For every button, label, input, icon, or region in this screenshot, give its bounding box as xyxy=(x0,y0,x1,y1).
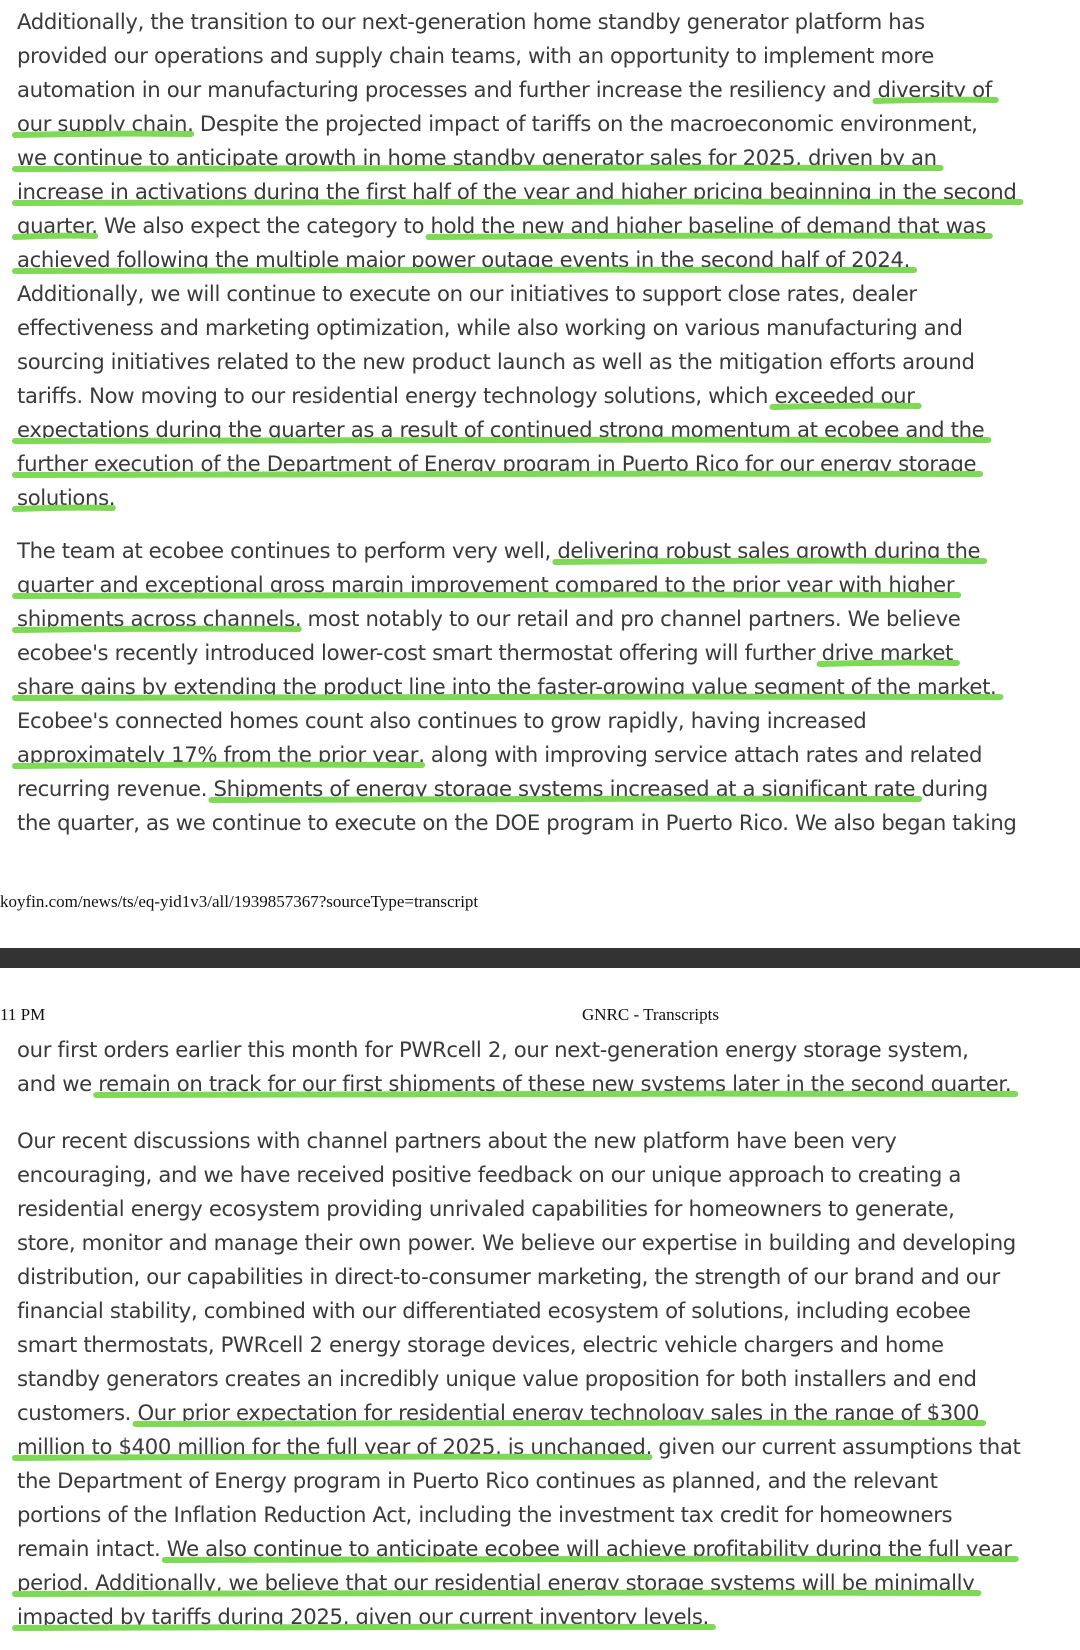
text-line xyxy=(17,447,1067,481)
text-run: Our recent discussions with channel partners about the new platform have been very xyxy=(17,1128,897,1153)
page-header-title: GNRC - Transcripts xyxy=(582,1005,719,1024)
text-run: remain intact. xyxy=(17,1536,167,1561)
highlighted-text: diversity of xyxy=(877,77,992,102)
text-run: Additionally, we will continue to execute on our initiatives to support close rates, dealer xyxy=(17,281,917,306)
text-line xyxy=(17,1124,1067,1158)
text-run: encouraging, and we have received positive feedback on our unique approach to creating a xyxy=(17,1162,961,1187)
text-run: standby generators creates an incredibly unique value proposition for both installers and end xyxy=(17,1366,977,1391)
highlighted-text: achieved following the multiple major power outage events in the second half of 2024. xyxy=(17,247,911,272)
highlighted-text: we continue to anticipate growth in home standby generator sales for 2025, driven by an xyxy=(17,145,937,170)
text-line xyxy=(17,311,1067,345)
highlighted-text: drive market xyxy=(821,640,953,665)
highlighted-text: expectations during the quarter as a result of continued strong momentum at ecobee and the xyxy=(17,417,985,442)
text-run: provided our operations and supply chain teams, with an opportunity to implement more xyxy=(17,43,934,68)
text-run: the quarter, as we continue to execute on the DOE program in Puerto Rico. We also began taking xyxy=(17,810,1017,835)
text-line xyxy=(17,141,1067,175)
highlighted-text: increase in activations during the first half of the year and higher pricing beginning in the second xyxy=(17,179,1017,204)
text-run: Additionally, the transition to our next-generation home standby generator platform has xyxy=(17,9,925,34)
page-header-time: 11 PM xyxy=(0,1005,46,1024)
text-run: , along with improving service attach rates and related xyxy=(418,742,983,767)
text-line xyxy=(17,1498,1067,1532)
text-run: during xyxy=(915,776,988,801)
text-run: Ecobee's connected homes count also continues to grow rapidly, having increased xyxy=(17,708,867,733)
text-run: . Despite the projected impact of tariffs on the macroeconomic environment, xyxy=(187,111,978,136)
text-line xyxy=(17,704,1067,738)
text-line xyxy=(17,568,1067,602)
highlighted-text: Shipments of energy storage systems increased at a significant rate xyxy=(213,776,916,801)
text-run: tariffs. Now moving to our residential energy technology solutions, which xyxy=(17,383,775,408)
text-run: our first orders earlier this month for PWRcell 2, our next-generation energy storage system, xyxy=(17,1037,969,1062)
highlighted-text: share gains by extending the product line into the faster-growing value segment of the market. xyxy=(17,674,997,699)
highlighted-text: We also continue to anticipate ecobee will achieve profitability during the full year xyxy=(166,1536,1012,1561)
text-run: distribution, our capabilities in direct-to-consumer marketing, the strength of our brand and our xyxy=(17,1264,1000,1289)
text-run: and we xyxy=(17,1071,99,1096)
text-line xyxy=(17,5,1067,39)
text-line xyxy=(17,1192,1067,1226)
highlighted-text: approximately 17% from the prior year xyxy=(17,742,419,767)
text-run: The team at ecobee continues to perform very well, xyxy=(17,538,558,563)
text-line xyxy=(17,806,1067,840)
text-line xyxy=(17,772,1067,806)
text-line xyxy=(17,1532,1067,1566)
text-line xyxy=(17,243,1067,277)
paragraph xyxy=(17,534,1067,840)
page-footer-url: koyfin.com/news/ts/eq-yid1v3/all/1939857367?sourceType=transcript xyxy=(0,892,479,911)
text-run: , most notably to our retail and pro channel partners. We believe xyxy=(294,606,961,631)
highlighted-text: further execution of the Department of Energy program in Puerto Rico for our energy storage xyxy=(17,451,977,476)
highlighted-text: shipments across channels xyxy=(17,606,295,631)
text-run: customers. xyxy=(17,1400,138,1425)
paragraph xyxy=(17,5,1067,515)
text-run: residential energy ecosystem providing unrivaled capabilities for homeowners to generate, xyxy=(17,1196,955,1221)
text-run: smart thermostats, PWRcell 2 energy storage devices, electric vehicle chargers and home xyxy=(17,1332,944,1357)
text-line xyxy=(17,345,1067,379)
text-line xyxy=(17,602,1067,636)
text-line xyxy=(17,175,1067,209)
text-line xyxy=(17,1294,1067,1328)
text-line xyxy=(17,1396,1067,1430)
text-line xyxy=(17,209,1067,243)
text-line xyxy=(17,413,1067,447)
text-line xyxy=(17,1600,1067,1634)
text-line xyxy=(17,277,1067,311)
text-line xyxy=(17,1328,1067,1362)
paragraph xyxy=(17,1124,1067,1634)
text-run: . xyxy=(108,485,116,510)
text-run: , given our current assumptions that xyxy=(645,1434,1021,1459)
text-line xyxy=(17,1464,1067,1498)
text-run: effectiveness and marketing optimization, while also working on various manufacturing and xyxy=(17,315,963,340)
text-run: automation in our manufacturing processes and further increase the resiliency and xyxy=(17,77,878,102)
highlighted-text: period. Additionally, we believe that our residential energy storage systems will be minimally xyxy=(17,1570,975,1595)
highlighted-text: million to $400 million for the full year of 2025, is unchanged xyxy=(17,1434,646,1459)
text-line xyxy=(17,1226,1067,1260)
text-line xyxy=(17,379,1067,413)
text-line xyxy=(17,481,1067,515)
text-run: sourcing initiatives related to the new product launch as well as the mitigation efforts around xyxy=(17,349,975,374)
highlighted-text: delivering robust sales growth during the xyxy=(557,538,981,563)
highlighted-text: remain on track for our first shipments of these new systems later in the second quarter. xyxy=(98,1071,1012,1096)
text-line xyxy=(17,1033,1067,1067)
highlighted-text: impacted by tariffs during 2025, given our current inventory levels. xyxy=(17,1604,709,1629)
text-run: financial stability, combined with our differentiated ecosystem of solutions, including ecobee xyxy=(17,1298,971,1323)
highlighted-text: solutions xyxy=(17,485,109,510)
text-line xyxy=(17,1158,1067,1192)
text-line xyxy=(17,534,1067,568)
text-line xyxy=(17,1067,1067,1101)
highlighted-text: hold the new and higher baseline of demand that was xyxy=(430,213,986,238)
text-line xyxy=(17,636,1067,670)
text-line xyxy=(17,1566,1067,1600)
text-run: ecobee's recently introduced lower-cost smart thermostat offering will further xyxy=(17,640,822,665)
text-line xyxy=(17,107,1067,141)
text-line xyxy=(17,39,1067,73)
paragraph xyxy=(17,1033,1067,1101)
text-line xyxy=(17,73,1067,107)
highlighted-text: quarter xyxy=(17,213,92,238)
highlighted-text: exceeded our xyxy=(774,383,915,408)
text-run: . We also expect the category to xyxy=(91,213,431,238)
highlighted-text: our supply chain xyxy=(17,111,188,136)
highlighted-text: quarter and exceptional gross margin improvement compared to the prior year with higher xyxy=(17,572,955,597)
text-line xyxy=(17,670,1067,704)
highlighted-text: Our prior expectation for residential energy technology sales in the range of $300 xyxy=(137,1400,980,1425)
text-line xyxy=(17,1430,1067,1464)
text-line xyxy=(17,1260,1067,1294)
text-run: recurring revenue. xyxy=(17,776,214,801)
page-break-separator xyxy=(0,948,1080,968)
text-run: the Department of Energy program in Puerto Rico continues as planned, and the relevant xyxy=(17,1468,938,1493)
text-run: store, monitor and manage their own power. We believe our expertise in building and developing xyxy=(17,1230,1016,1255)
text-line xyxy=(17,738,1067,772)
text-line xyxy=(17,1362,1067,1396)
text-run: portions of the Inflation Reduction Act, including the investment tax credit for homeowners xyxy=(17,1502,953,1527)
